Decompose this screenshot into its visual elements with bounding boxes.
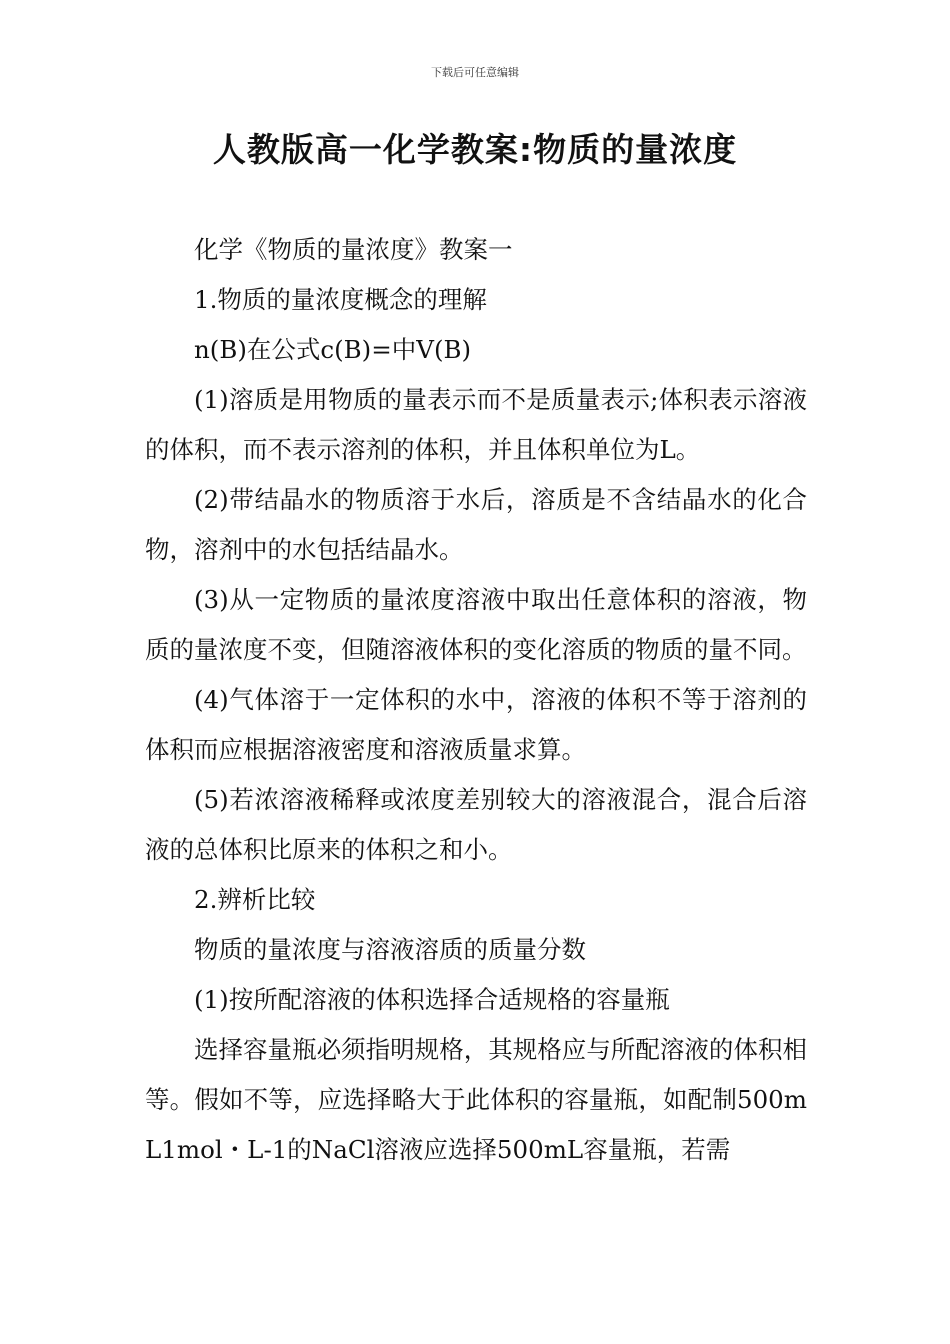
paragraph-point-1: (1)溶质是用物质的量表示而不是质量表示;体积表示溶液的体积，而不表示溶剂的体积，并且体积单位为L。 bbox=[145, 385, 807, 464]
paragraph-formula: n(B)在公式c(B)=中V(B) bbox=[194, 335, 472, 364]
paragraph-section-heading: 化学《物质的量浓度》教案一 bbox=[194, 235, 513, 264]
paragraph-flask-step: (1)按所配溶液的体积选择合适规格的容量瓶 bbox=[194, 985, 670, 1014]
paragraph-point-2: (2)带结晶水的物质溶于水后，溶质是不含结晶水的化合物，溶剂中的水包括结晶水。 bbox=[145, 485, 807, 564]
paragraph-point-3: (3)从一定物质的量浓度溶液中取出任意体积的溶液，物质的量浓度不变，但随溶液体积的变化溶质的物质的量不同。 bbox=[145, 585, 807, 664]
paragraph-compare-subject: 物质的量浓度与溶液溶质的质量分数 bbox=[194, 935, 586, 964]
paragraph-concept-heading: 1.物质的量浓度概念的理解 bbox=[194, 285, 487, 314]
paragraph-flask-detail: 选择容量瓶必须指明规格，其规格应与所配溶液的体积相等。假如不等，应选择略大于此体积的容量瓶，如配制500mL1mol・L-1的NaCl溶液应选择500mL容量瓶，若需 bbox=[145, 1035, 807, 1164]
document-title: 人教版高一化学教案:物质的量浓度 bbox=[212, 130, 738, 169]
paragraph-point-5: (5)若浓溶液稀释或浓度差别较大的溶液混合，混合后溶液的总体积比原来的体积之和小。 bbox=[145, 785, 807, 864]
download-note: 下载后可任意编辑 bbox=[431, 66, 519, 79]
paragraph-compare-heading: 2.辨析比较 bbox=[194, 885, 316, 914]
paragraph-point-4: (4)气体溶于一定体积的水中，溶液的体积不等于溶剂的体积而应根据溶液密度和溶液质量求算。 bbox=[145, 685, 807, 764]
document-body bbox=[145, 225, 807, 1175]
